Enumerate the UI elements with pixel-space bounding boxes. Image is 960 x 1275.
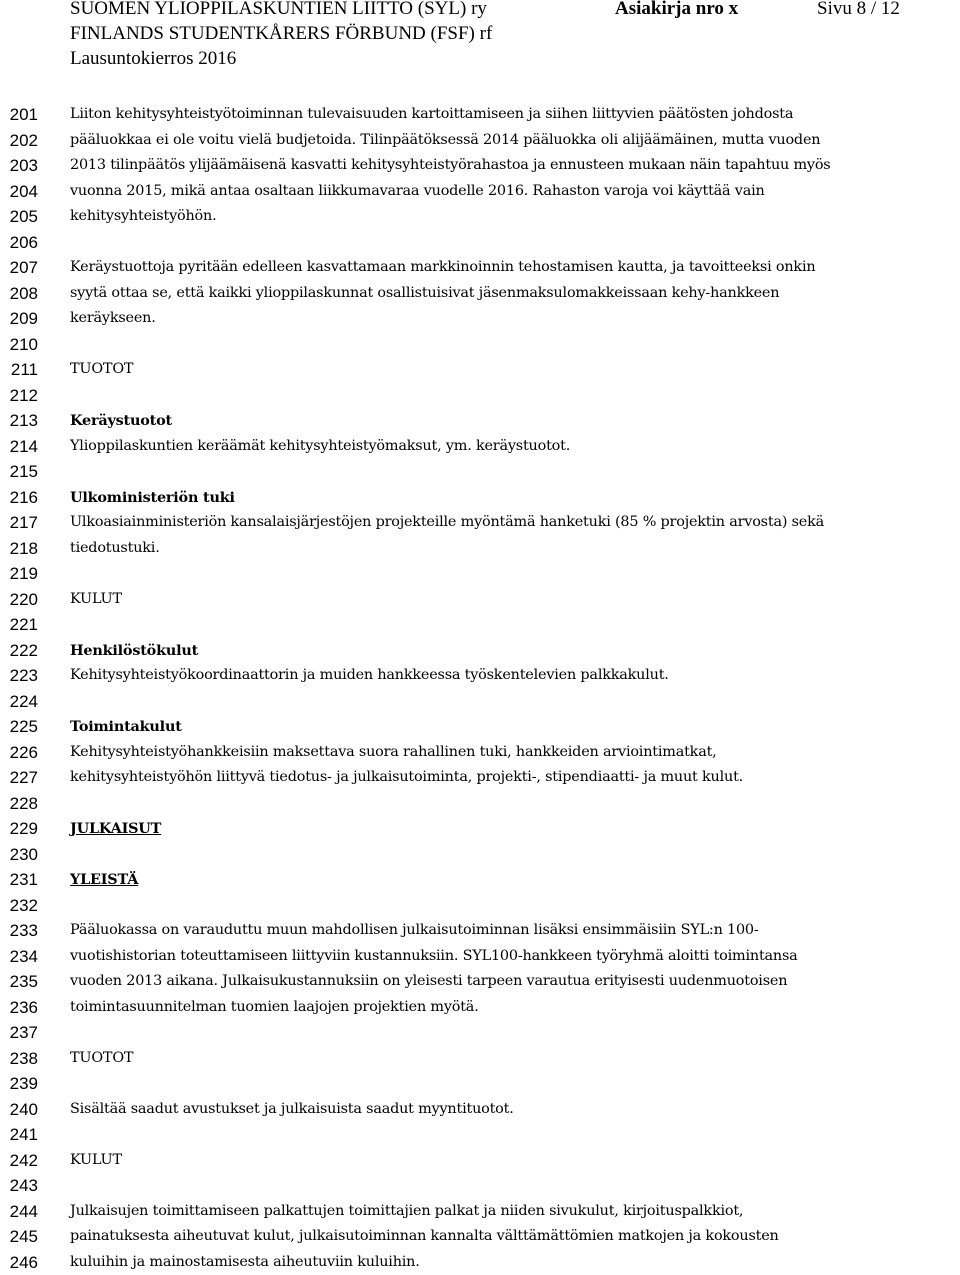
line-number: 231	[9, 870, 38, 889]
line-number: 246	[9, 1252, 38, 1272]
line-number: 225	[9, 717, 38, 736]
section-heading: YLEISTÄ	[70, 871, 139, 888]
text-line: kuluihin ja mainostamisesta aiheutuviin kuluihin.	[70, 1253, 420, 1270]
page-number: Sivu 8 / 12	[817, 0, 900, 19]
text-line: Pääluokassa on varauduttu muun mahdollisen julkaisutoiminnan lisäksi ensimmäisiin SYL:n 100-	[70, 922, 759, 938]
line-number: 220	[9, 589, 38, 609]
line-number: 205	[9, 207, 38, 226]
line-number: 227	[9, 768, 38, 787]
text-line: KULUT	[70, 1151, 122, 1168]
line-number: 221	[9, 615, 38, 634]
line-number: 234	[9, 946, 38, 966]
text-line: Sisältää saadut avustukset ja julkaisuista saadut myyntituotot.	[70, 1100, 514, 1117]
consultation-round: Lausuntokierros 2016	[70, 48, 237, 69]
section-heading: Ulkoministeriön tuki	[70, 488, 235, 506]
document-number: Asiakirja nro x	[615, 0, 739, 19]
text-line: kehitysyhteistyöhön liittyvä tiedotus- ja julkaisutoiminta, projekti-, stipendiaatti- ja muut kulut.	[70, 769, 744, 785]
text-line: vuoden 2013 aikana. Julkaisukustannuksiin on yleisesti tarpeen varautua erityisesti uudenmuotoisen	[70, 973, 788, 989]
text-line	[70, 612, 950, 638]
line-number: 211	[10, 360, 38, 379]
line-number: 219	[9, 564, 38, 583]
line-number: 233	[9, 921, 38, 940]
line-number: 229	[9, 819, 38, 838]
text-line: vuotishistorian toteuttamiseen liittyviin kustannuksiin. SYL100-hankkeen työryhmä aloitti toimintansa	[70, 947, 798, 964]
text-line	[70, 561, 950, 587]
line-number: 212	[9, 385, 38, 405]
section-heading: Toimintakulut	[70, 718, 182, 735]
text-line: Kehitysyhteistyöhankkeisiin maksettava suora rahallinen tuki, hankkeiden arviointimatkat,	[70, 743, 717, 760]
text-line	[70, 230, 950, 256]
line-number: 202	[9, 130, 38, 150]
line-number: 235	[9, 972, 38, 991]
text-line	[70, 332, 950, 358]
text-line: Ylioppilaskuntien keräämät kehitysyhteistyömaksut, ym. keräystuotot.	[70, 437, 571, 454]
line-number: 238	[9, 1048, 38, 1068]
text-line	[70, 893, 950, 919]
text-line: TUOTOT	[70, 1049, 134, 1066]
section-heading: Henkilöstökulut	[70, 641, 199, 659]
line-number: 213	[9, 411, 38, 430]
line-number: 226	[9, 742, 38, 762]
text-line: Julkaisujen toimittamiseen palkattujen toimittajien palkat ja niiden sivukulut, kirjoituspalkkiot,	[70, 1202, 744, 1219]
line-number: 241	[9, 1125, 38, 1144]
line-number: 204	[9, 181, 38, 201]
text-line	[70, 689, 950, 715]
line-number: 243	[9, 1176, 38, 1195]
text-line: painatuksesta aiheutuvat kulut, julkaisutoiminnan kannalta välttämättömien matkojen ja kokousten	[70, 1228, 779, 1244]
line-number: 237	[9, 1023, 38, 1042]
text-line: Keräystuottoja pyritään edelleen kasvattamaan markkinoinnin tehostamisen kautta, ja tavoitteeksi onkin	[70, 259, 816, 275]
line-number: 232	[9, 895, 38, 915]
text-line	[70, 459, 950, 485]
line-number: 222	[9, 640, 38, 660]
line-number: 214	[9, 436, 38, 456]
line-number: 203	[9, 156, 38, 175]
line-number: 224	[9, 691, 38, 711]
line-number: 217	[9, 513, 38, 532]
text-line: Kehitysyhteistyökoordinaattorin ja muiden hankkeessa työskentelevien palkkakulut.	[70, 667, 669, 683]
text-line: Liiton kehitysyhteistyötoiminnan tulevaisuuden kartoittamiseen ja siihen liittyvien päätösten johdosta	[70, 106, 794, 122]
text-line: Ulkoasiainministeriön kansalaisjärjestöjen projekteille myöntämä hanketuki (85 % projektin arvosta) sekä	[70, 514, 825, 530]
line-number: 208	[9, 283, 38, 303]
line-number-column	[0, 102, 38, 1275]
line-number: 244	[9, 1201, 38, 1221]
text-line: toimintasuunnitelman tuomien laajojen projektien myötä.	[70, 998, 479, 1015]
text-line: TUOTOT	[70, 361, 134, 377]
line-number: 230	[9, 844, 38, 864]
text-line	[70, 1071, 950, 1097]
line-number: 210	[9, 334, 38, 354]
line-number: 207	[9, 258, 38, 277]
section-heading: JULKAISUT	[70, 820, 162, 837]
text-line: keräykseen.	[70, 310, 156, 326]
text-line	[70, 1122, 950, 1148]
line-number: 223	[9, 666, 38, 685]
line-number: 240	[9, 1099, 38, 1119]
text-line: pääluokkaa ei ole voitu vielä budjetoida. Tilinpäätöksessä 2014 pääluokka oli alijäämäinen, mutta vuoden	[70, 131, 821, 148]
line-number: 228	[9, 793, 38, 813]
text-line: vuonna 2015, mikä antaa osaltaan liikkumavaraa vuodelle 2016. Rahaston varoja voi käyttää vain	[70, 182, 765, 199]
document-body	[70, 102, 950, 1275]
text-line	[70, 1020, 950, 1046]
line-number: 242	[9, 1150, 38, 1170]
line-number: 209	[9, 309, 38, 328]
organization-name-sv: FINLANDS STUDENTKÅRERS FÖRBUND (FSF) rf	[70, 23, 493, 44]
line-number: 216	[9, 487, 38, 507]
line-number: 201	[9, 105, 38, 124]
text-line: kehitysyhteistyöhön.	[70, 208, 217, 224]
organization-name-fi: SUOMEN YLIOPPILASKUNTIEN LIITTO (SYL) ry	[70, 0, 487, 19]
text-line: tiedotustuki.	[70, 539, 160, 556]
text-line: 2013 tilinpäätös ylijäämäisenä kasvatti kehitysyhteistyörahastoa ja ennusteen mukaan näin tapahtuu myös	[70, 157, 831, 173]
line-number: 239	[9, 1074, 38, 1093]
line-number: 215	[9, 462, 38, 481]
text-line: KULUT	[70, 590, 122, 607]
text-line	[70, 383, 950, 409]
line-number: 206	[9, 232, 38, 252]
text-line	[70, 842, 950, 868]
line-number: 245	[9, 1227, 38, 1246]
text-line	[70, 1173, 950, 1199]
text-line	[70, 791, 950, 817]
line-number: 236	[9, 997, 38, 1017]
line-number: 218	[9, 538, 38, 558]
text-line: syytä ottaa se, että kaikki ylioppilaskunnat osallistuisivat jäsenmaksulomakkeissaan kehy-hankkeen	[70, 284, 780, 301]
section-heading: Keräystuotot	[70, 412, 172, 429]
